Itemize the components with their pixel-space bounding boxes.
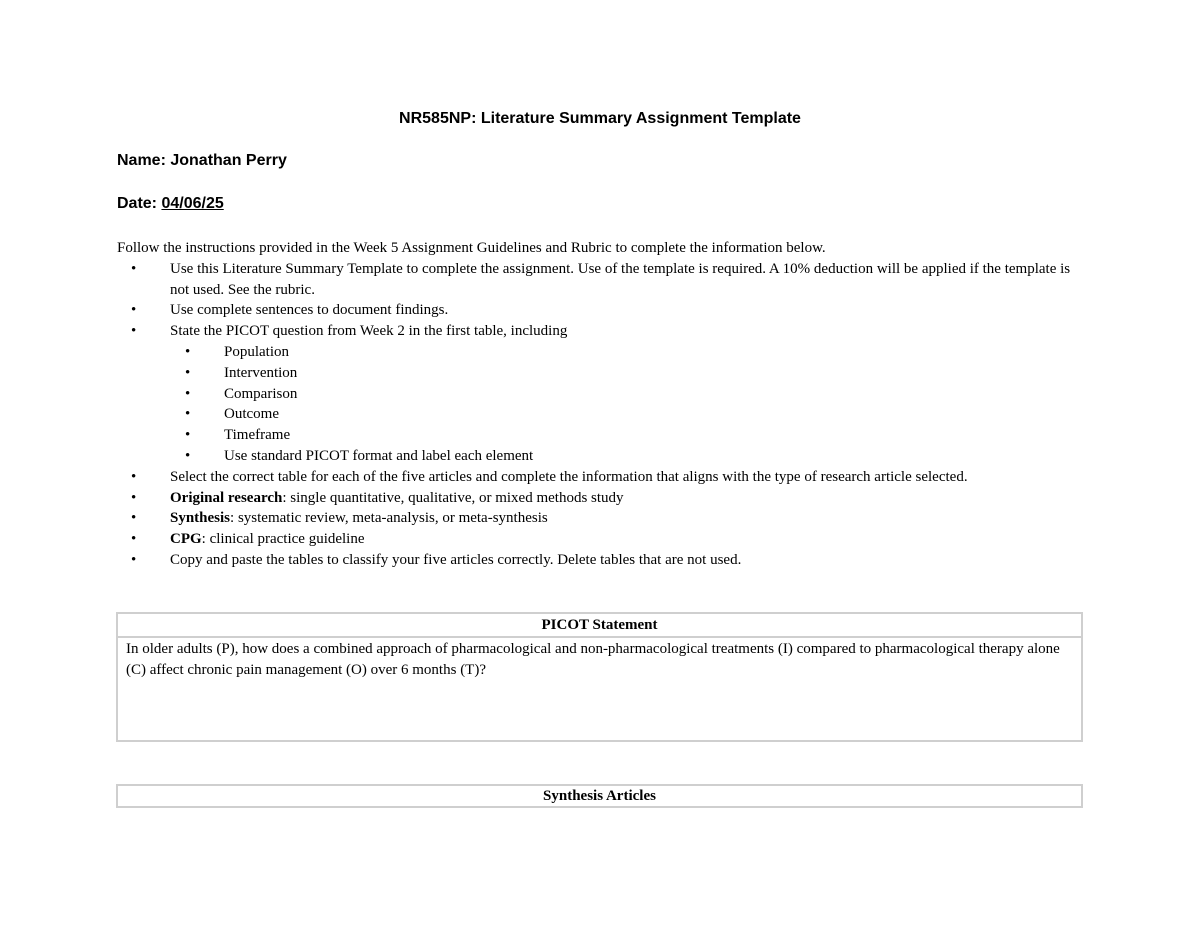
document-title: NR585NP: Literature Summary Assignment Template xyxy=(399,110,801,127)
date-line xyxy=(117,195,224,213)
list-item xyxy=(117,488,1077,509)
sub-list-item: • Population xyxy=(170,342,1077,363)
sub-list-item: • Outcome xyxy=(170,404,1077,425)
date-value: 04/06/25 xyxy=(161,195,224,212)
list-item-text: State the PICOT question from Week 2 in the first table, including xyxy=(170,323,568,340)
instructions-section xyxy=(117,238,1077,571)
date-label: Date: xyxy=(117,195,162,212)
term-definition: : single quantitative, qualitative, or mixed methods study xyxy=(282,489,624,506)
name-label: Name: xyxy=(117,152,171,169)
synthesis-table-header: Synthesis Articles xyxy=(543,788,656,804)
term-definition: : systematic review, meta-analysis, or meta-synthesis xyxy=(230,510,548,527)
picot-statement-cell[interactable]: In older adults (P), how does a combined approach of pharmacological and non-pharmacological treatments (I) compared to pharmacological therapy alone (C) affect chronic pain management (O) over 6 months (T)? xyxy=(126,641,1060,678)
list-item xyxy=(117,529,1077,550)
picot-elements-list xyxy=(170,342,1077,467)
list-item: • Use complete sentences to document findings. xyxy=(117,300,1077,321)
sub-list-item: • Comparison xyxy=(170,384,1077,405)
list-item xyxy=(117,508,1077,529)
name-value: Jonathan Perry xyxy=(170,152,287,169)
name-line xyxy=(117,152,287,170)
term-definition: : clinical practice guideline xyxy=(201,531,365,548)
picot-table xyxy=(116,612,1083,742)
list-item: • Select the correct table for each of the five articles and complete the information that aligns with the type of research article selected. xyxy=(117,467,1077,488)
sub-list-item: • Timeframe xyxy=(170,425,1077,446)
list-item: • Use this Literature Summary Template to complete the assignment. Use of the template is required. A 10% deduction will be applied if the template is not used. See the rubric. xyxy=(117,259,1077,301)
list-item: • Copy and paste the tables to classify your five articles correctly. Delete tables that are not used. xyxy=(117,550,1077,571)
term-bold: CPG xyxy=(170,531,202,548)
term-bold: Original research xyxy=(170,489,283,506)
instructions-intro: Follow the instructions provided in the Week 5 Assignment Guidelines and Rubric to complete the information below. xyxy=(117,240,826,256)
instruction-list xyxy=(117,259,1077,571)
sub-list-item: • Use standard PICOT format and label each element xyxy=(170,446,1077,467)
picot-table-header: PICOT Statement xyxy=(118,614,1081,638)
synthesis-articles-table xyxy=(116,784,1083,808)
sub-list-item: • Intervention xyxy=(170,363,1077,384)
list-item xyxy=(117,321,1077,467)
term-bold: Synthesis xyxy=(170,510,231,527)
